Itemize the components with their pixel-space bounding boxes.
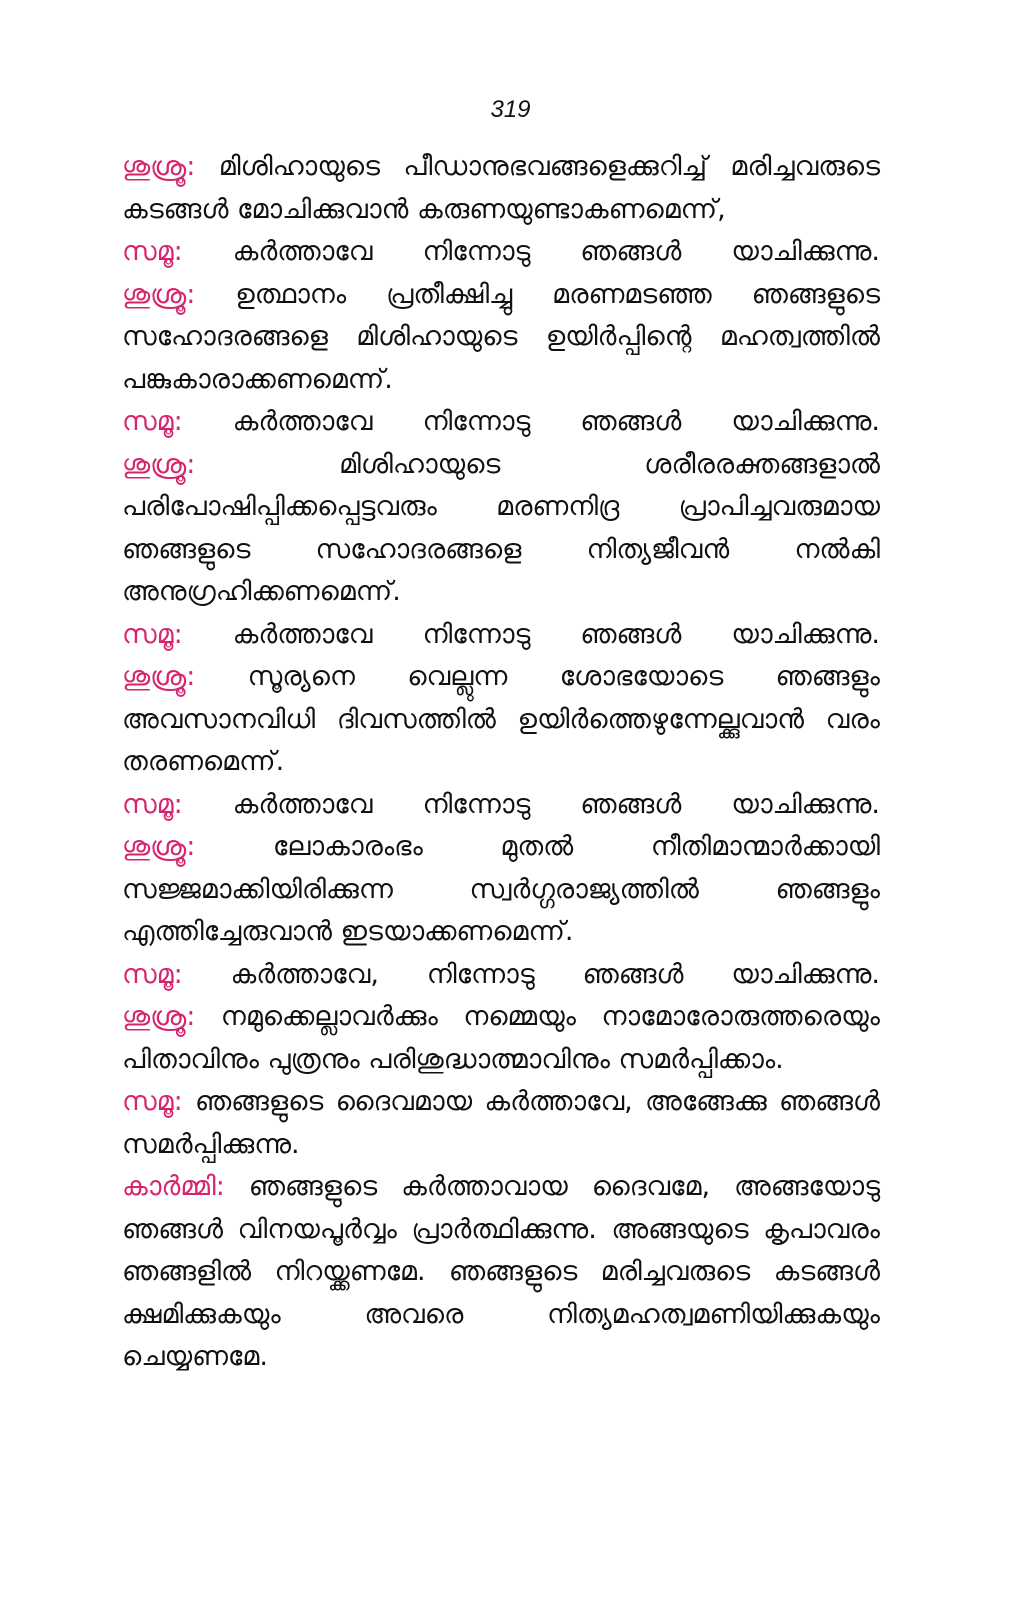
paragraph-text: കർത്താവേ നിന്നോടു ഞങ്ങൾ യാചിക്കുന്നു.	[182, 406, 880, 437]
paragraph-text: കർത്താവേ നിന്നോടു ഞങ്ങൾ യാചിക്കുന്നു.	[182, 788, 880, 820]
paragraph-deacon	[122, 826, 880, 954]
paragraph-text: ഉത്ഥാനം പ്രതീക്ഷിച്ചു മരണമടഞ്ഞ ഞങ്ങളുടെ സഹോദരങ്ങളെ മിശിഹായുടെ ഉയിർപ്പിന്റെ മഹത്വത്തിൽ പങ്കുകാരാക്കണമെന്ന്.	[122, 278, 880, 395]
paragraph-text: മിശിഹായുടെ ശരീരരക്തങ്ങളാൽ പരിപോഷിപ്പിക്കപ്പെട്ടവരും മരണനിദ്ര പ്രാപിച്ചവരുമായ ഞങ്ങളുടെ സഹോദരങ്ങളെ നിത്യജീവൻ നൽകി അനുഗ്രഹിക്കണമെന്ന്.	[122, 448, 880, 607]
page-number: 319	[490, 96, 531, 123]
speaker-label: സമൂ:	[122, 236, 183, 267]
speaker-label: സമൂ:	[122, 788, 183, 820]
paragraph-response	[122, 954, 880, 997]
paragraph-response	[122, 784, 880, 827]
paragraph-text: കർത്താവേ, നിന്നോടു ഞങ്ങൾ യാചിക്കുന്നു.	[182, 958, 880, 990]
paragraph-response	[122, 401, 880, 444]
paragraph-response	[122, 231, 880, 274]
paragraph-text: സൂര്യനെ വെല്ലുന്ന ശോഭയോടെ ഞങ്ങളും അവസാനവിധി ദിവസത്തിൽ ഉയിർത്തെഴുന്നേല്ക്കുവാൻ വരം തരണമെന്ന്.	[122, 661, 880, 777]
speaker-label: ശുശ്രൂ:	[122, 1001, 196, 1032]
paragraph-text: ഞങ്ങളുടെ കർത്താവായ ദൈവമേ, അങ്ങയോടു ഞങ്ങൾ വിനയപൂർവ്വം പ്രാർത്ഥിക്കുന്നു. അങ്ങയുടെ കൃപാവരം ഞങ്ങളിൽ നിറയ്ക്കണമേ. ഞങ്ങളുടെ മരിച്ചവരുടെ കടങ്ങൾ ക്ഷമിക്കുകയും അവരെ നിത്യമഹത്വമണിയിക്കുകയും ചെയ്യണമേ.	[122, 1171, 880, 1372]
paragraph-response	[122, 614, 880, 657]
speaker-label: സമൂ:	[122, 1086, 183, 1117]
liturgy-text	[122, 146, 880, 1379]
paragraph-deacon	[122, 656, 880, 784]
paragraph-response	[122, 1081, 880, 1166]
paragraph-text: കർത്താവേ നിന്നോടു ഞങ്ങൾ യാചിക്കുന്നു.	[182, 236, 880, 267]
paragraph-text: മിശിഹായുടെ പീഡാനുഭവങ്ങളെക്കുറിച്ച് മരിച്ചവരുടെ കടങ്ങൾ മോചിക്കുവാൻ കരുണയുണ്ടാകണമെന്ന്,	[122, 151, 880, 225]
speaker-label: സമൂ:	[122, 406, 183, 437]
speaker-label: സമൂ:	[122, 958, 183, 990]
paragraph-deacon	[122, 444, 880, 614]
paragraph-text: ഞങ്ങളുടെ ദൈവമായ കർത്താവേ, അങ്ങേക്കു ഞങ്ങൾ സമർപ്പിക്കുന്നു.	[122, 1086, 880, 1160]
paragraph-text: ലോകാരംഭം മുതൽ നീതിമാന്മാർക്കായി സജ്ജമാക്കിയിരിക്കുന്ന സ്വർഗ്ഗരാജ്യത്തിൽ ഞങ്ങളും എത്തിച്ചേരുവാൻ ഇടയാക്കണമെന്ന്.	[122, 831, 880, 947]
paragraph-deacon	[122, 146, 880, 231]
speaker-label: ശുശ്രൂ:	[122, 448, 196, 480]
speaker-label: ശുശ്രൂ:	[122, 831, 196, 862]
speaker-label: സമൂ:	[122, 618, 183, 650]
paragraph-deacon	[122, 274, 880, 402]
paragraph-celebrant	[122, 1166, 880, 1379]
speaker-label: കാർമ്മി:	[122, 1171, 225, 1202]
speaker-label: ശുശ്രൂ:	[122, 661, 196, 692]
paragraph-text: നമുക്കെല്ലാവർക്കും നമ്മെയും നാമോരോരുത്തരെയും പിതാവിനും പുത്രനും പരിശുദ്ധാത്മാവിനും സമർപ്പിക്കാം.	[122, 1001, 880, 1075]
speaker-label: ശുശ്രൂ:	[122, 278, 196, 310]
paragraph-text: കർത്താവേ നിന്നോടു ഞങ്ങൾ യാചിക്കുന്നു.	[182, 618, 880, 650]
paragraph-deacon	[122, 996, 880, 1081]
speaker-label: ശുശ്രൂ:	[122, 151, 196, 182]
